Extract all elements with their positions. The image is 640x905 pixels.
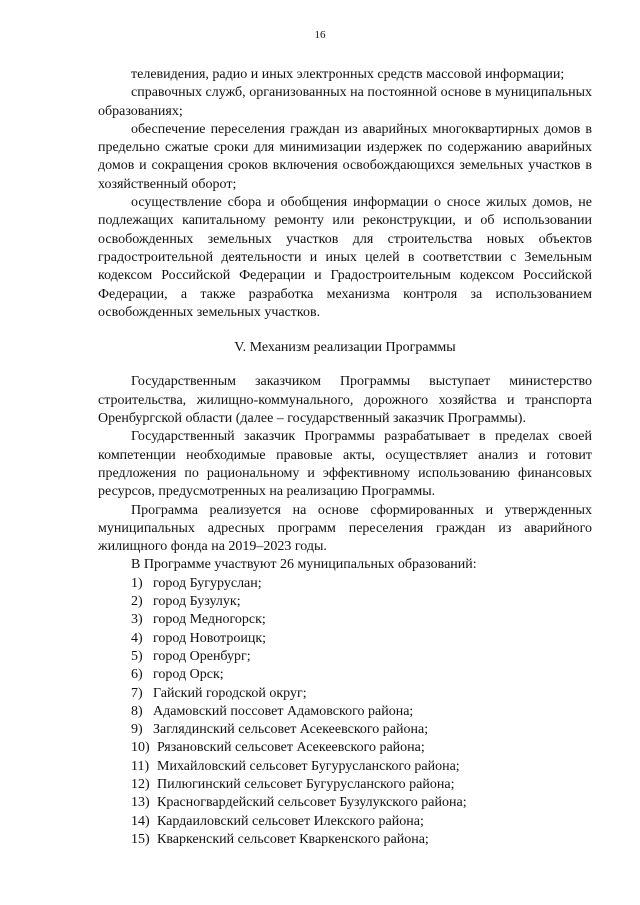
list-item-number: 3) <box>131 612 143 628</box>
list-item-text: Кваркенский сельсовет Кваркенского района; <box>157 831 429 847</box>
list-item-number: 15) <box>131 831 150 847</box>
list-item-text: город Медногорск; <box>153 612 266 628</box>
list-item-text: Красногвардейский сельсовет Бузулукского района; <box>157 795 467 811</box>
list-item-text: Кардаиловский сельсовет Илекского района; <box>157 813 424 829</box>
list-item-number: 8) <box>131 703 143 719</box>
paragraph: обеспечение переселения граждан из аварийных многоквартирных домов в предельно сжатые сроки для минимизации издержек по содержанию аварийных домов и сокращения сроков включения освобождающихся земельных участков в хозяйственный оборот; <box>98 121 592 192</box>
paragraph: Государственный заказчик Программы разрабатывает в пределах своей компетенции необходимые правовые акты, осуществляет анализ и готовит предложения по рациональному и эффективному использованию финансовых ресурсов, предусмотренных на реализацию Программы. <box>98 429 592 500</box>
list-item <box>98 648 592 666</box>
list-item <box>98 831 592 849</box>
list-item <box>98 794 592 812</box>
paragraph: Государственным заказчиком Программы выступает министерство строительства, жилищно-коммунального, дорожного хозяйства и транспорта Оренбургской области (далее – государственный заказчик Программы). <box>98 374 592 427</box>
paragraph: справочных служб, организованных на постоянной основе в муниципальных образованиях; <box>98 85 592 119</box>
list-item <box>98 630 592 648</box>
list-item <box>98 721 592 739</box>
list-item-text: Рязановский сельсовет Асекеевского района; <box>157 740 425 756</box>
list-item-number: 4) <box>131 630 143 646</box>
list-item-number: 1) <box>131 575 143 591</box>
list-item-text: город Новотроицк; <box>153 630 267 646</box>
list-item-text: город Оренбург; <box>153 648 251 664</box>
list-item-number: 9) <box>131 722 143 738</box>
list-item-text: город Орск; <box>153 667 224 683</box>
list-item-number: 5) <box>131 648 143 664</box>
list-item <box>98 685 592 703</box>
list-item-text: Гайский городской округ; <box>153 685 307 701</box>
list-item <box>98 739 592 757</box>
list-item <box>98 611 592 629</box>
list-item <box>98 813 592 831</box>
list-item <box>98 666 592 684</box>
list-item-number: 7) <box>131 685 143 701</box>
list-item-number: 10) <box>131 740 150 756</box>
paragraph: Программа реализуется на основе сформированных и утвержденных муниципальных адресных программ переселения граждан из аварийного жилищного фонда на 2019–2023 годы. <box>98 502 592 555</box>
list-item <box>98 703 592 721</box>
list-item <box>98 776 592 794</box>
list-item-text: Заглядинский сельсовет Асекеевского района; <box>153 722 429 738</box>
list-item-text: Михайловский сельсовет Бугурусланского района; <box>157 758 460 774</box>
list-item-text: город Бузулук; <box>153 594 241 610</box>
list-item <box>98 593 592 611</box>
list-item-number: 13) <box>131 795 150 811</box>
section-heading: V. Механизм реализации Программы <box>234 340 456 356</box>
list-item-text: город Бугуруслан; <box>153 575 262 591</box>
list-item-number: 11) <box>131 758 150 774</box>
municipality-list <box>98 575 592 849</box>
paragraph: телевидения, радио и иных электронных средств массовой информации; <box>131 67 565 82</box>
list-item-number: 2) <box>131 594 143 610</box>
list-item-text: Пилюгинский сельсовет Бугурусланского района; <box>157 776 455 792</box>
document-body <box>98 66 592 849</box>
page-number: 16 <box>314 29 326 41</box>
list-item-text: Адамовский поссовет Адамовского района; <box>153 703 414 719</box>
paragraph: В Программе участвуют 26 муниципальных образований: <box>131 557 477 573</box>
list-item-number: 12) <box>131 776 150 792</box>
list-item <box>98 758 592 776</box>
list-item-number: 14) <box>131 813 150 829</box>
list-item-number: 6) <box>131 667 143 683</box>
list-item <box>98 575 592 593</box>
paragraph: осуществление сбора и обобщения информации о сносе жилых домов, не подлежащих капитальному ремонту или реконструкции, и об использовании освобожденных земельных участков для строительства новых объектов градостроительной деятельности и иных целей в соответствии с Земельным кодексом Российской Федерации и Градостроительным кодексом Российской Федерации, а также разработка механизма контроля за использованием освобожденных земельных участков. <box>98 195 592 320</box>
